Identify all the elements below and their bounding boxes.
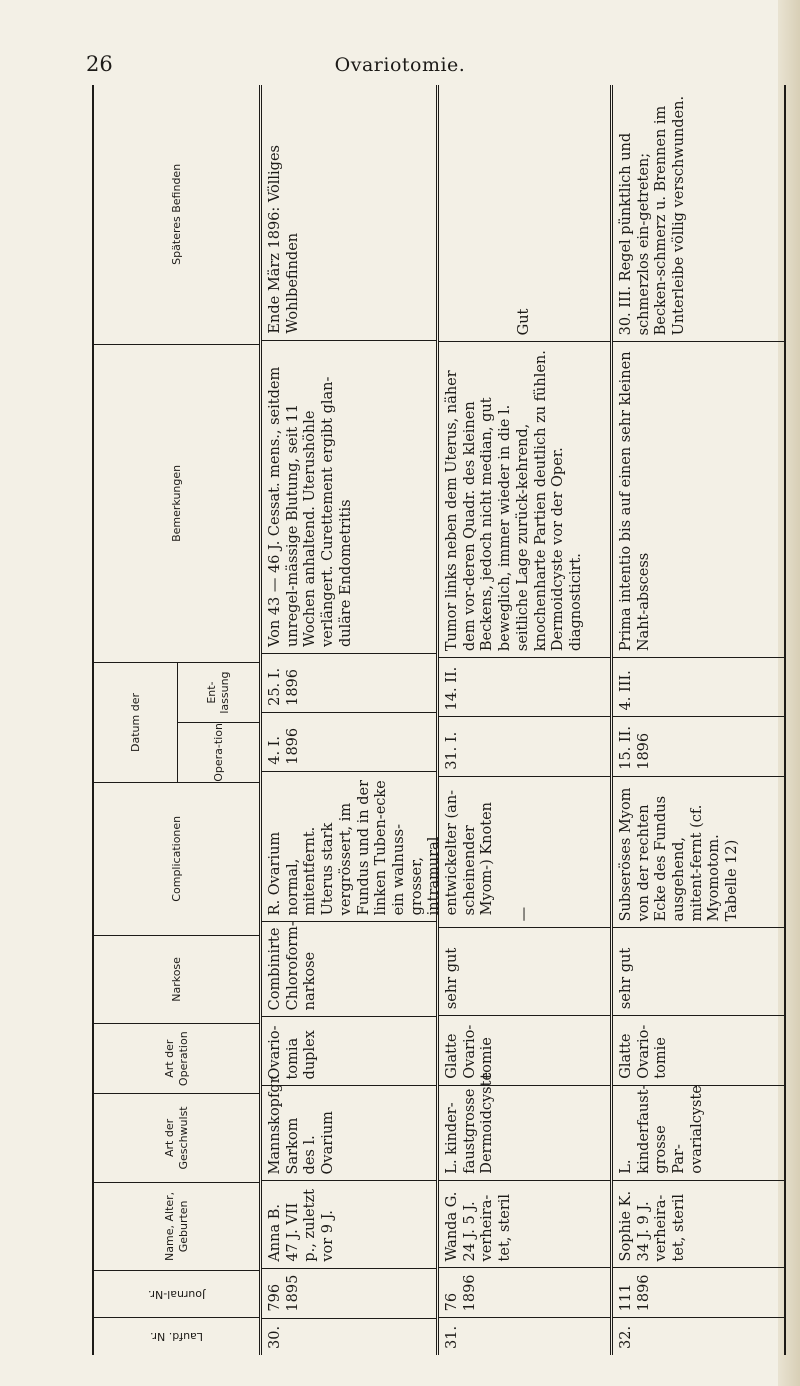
cell-datum-operation: 15. II. 1896: [613, 716, 784, 775]
cell-spaeteres: Ende März 1896: Völliges Wohlbefinden: [267, 145, 301, 334]
header-bemerkungen: Bemerkungen: [94, 344, 259, 663]
ovariotomy-table: [92, 85, 786, 1355]
cell-bemerkungen: Tumor links neben dem Uterus, näher dem vor-deren Quadr. des kleinen Beckens, jedoch nicht median, gut beweglich, immer wieder in die l. seitliche Lage zurück-kehrend, knochenharte Partien deutlich zu fühlen. Dermoidcyste vor der Oper. diagnosticirt.: [439, 341, 610, 657]
header-narkose: Narkose: [94, 935, 259, 1023]
cell-name: Wanda G. 24 J. 5 J. verheira-tet, steril: [439, 1180, 610, 1268]
cell-operation: Ovario-tomia duplex: [262, 1016, 436, 1085]
cell-spaeteres: 30. III. Regel pünktlich und schmerzlos ein-getreten; Becken-schmerz u. Brennen im Unterleibe völlig verschwunden.: [618, 95, 688, 336]
page-title: Ovariotomie.: [334, 54, 466, 76]
cell-nr: 31.: [439, 1317, 610, 1355]
cell-geschwulst: L. kinder-faustgrosse Dermoidcyste: [439, 1085, 610, 1180]
cell-nr: 32.: [613, 1317, 784, 1355]
cell-datum-entlassung: 25. I. 1896: [267, 667, 301, 706]
cell-complicationen: —: [439, 776, 610, 928]
cell-datum-entlassung: 14. II.: [444, 666, 461, 711]
cell-operation: Glatte Ovario-tomie: [613, 1015, 784, 1085]
cell-datum-operation: 4. I. 1896: [262, 712, 436, 771]
header-geschwulst: Art der Geschwulst: [94, 1093, 259, 1181]
header-journal-nr: Journal-Nr.: [94, 1270, 259, 1317]
cell-name: Anna B. 47 J. VII p., zuletzt vor 9 J.: [262, 1180, 436, 1267]
header-datum-entlassung: Ent-lassung: [204, 671, 232, 714]
header-datum-title: Datum der: [128, 692, 142, 752]
cell-datum: [439, 657, 610, 776]
header-operation: Art der Operation: [94, 1023, 259, 1093]
cell-datum-entlassung: 4. III.: [618, 670, 635, 711]
cell-geschwulst: L. kinderfaust-grosse Par-ovarialcyste: [613, 1085, 784, 1180]
cell-datum: [613, 657, 784, 776]
header-datum: [94, 662, 259, 782]
cell-bemerkungen: Von 43 — 46 J. Cessat. mens., seitdem unregel-mässige Blutung, seit 11 Wochen anhaltend. Uterushöhle verlängert. Curettement ergibt glan-duläre Endometritis: [262, 340, 436, 653]
cell-complicationen: Subseröses Myom von der rechten Ecke des Fundus ausgehend, mitent-fernt (cf. Myomotom. Tabelle 12): [613, 776, 784, 928]
cell-complicationen: R. Ovarium normal, mitentfernt. Uterus stark vergrössert, im Fundus und in der linken Tuben-ecke ein walnuss-grosser, intramural entwickelter (an-scheinender Myom-) Knoten: [262, 771, 436, 922]
table-row: [439, 85, 613, 1355]
page-number: 26: [86, 52, 113, 76]
header-nr: Laufd. Nr.: [94, 1317, 259, 1355]
header-datum-operation: Opera-tion: [178, 722, 260, 782]
table-header-row: [94, 85, 262, 1355]
cell-journal-nr: 796 1895: [262, 1268, 436, 1318]
cell-operation: Glatte Ovario-tomie: [439, 1015, 610, 1085]
cell-narkose: sehr gut: [439, 927, 610, 1015]
header-complicationen: Complicationen: [94, 782, 259, 935]
cell-datum: [262, 653, 436, 771]
table-row: [613, 85, 784, 1355]
cell-journal-nr: 76 1896: [439, 1267, 610, 1317]
header-spaeteres: Späteres Befinden: [169, 163, 183, 265]
cell-narkose: Combinirte Chloroform-narkose: [262, 921, 436, 1016]
cell-narkose: sehr gut: [613, 927, 784, 1015]
cell-geschwulst: Mannskopfgr. Sarkom des l. Ovarium: [262, 1085, 436, 1180]
page-header: [0, 44, 800, 84]
cell-journal-nr: 111 1896: [613, 1267, 784, 1317]
header-name: Name, Alter, Geburten: [94, 1182, 259, 1270]
cell-nr: 30.: [262, 1318, 436, 1355]
cell-datum-operation: 31. I.: [439, 716, 610, 775]
cell-spaeteres: Gut: [515, 308, 532, 336]
cell-name: Sophie K. 34 J. 9 J. verheira-tet, steril: [613, 1180, 784, 1268]
cell-bemerkungen: Prima intentio bis auf einen sehr kleinen Naht-abscess: [613, 341, 784, 657]
